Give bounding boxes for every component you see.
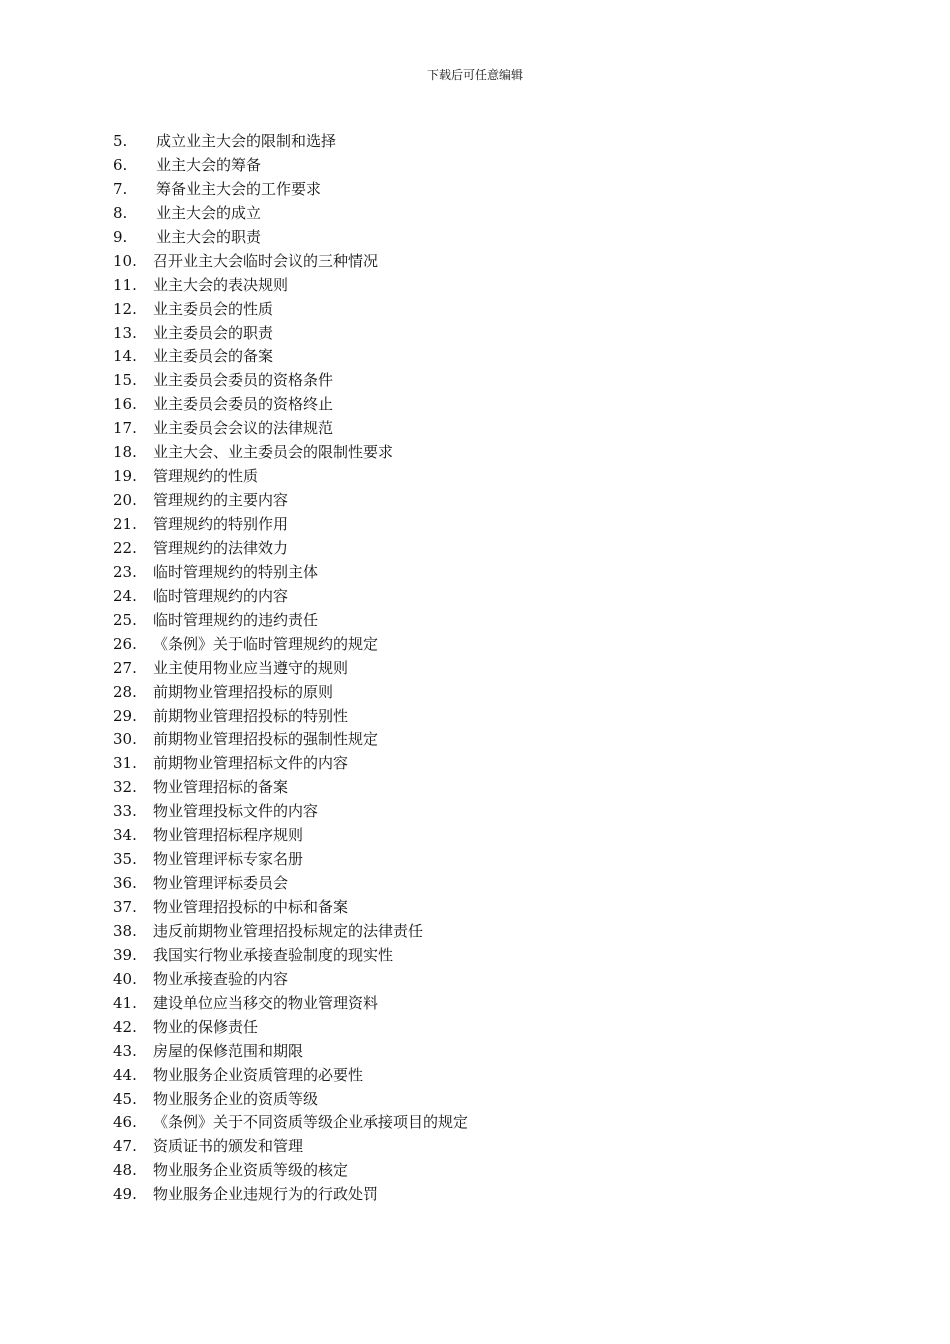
outline-item-number: 16. (113, 395, 137, 414)
outline-item-number: 18. (113, 443, 137, 462)
outline-item-text: 业主大会的表决规则 (153, 275, 289, 294)
outline-item (113, 298, 468, 322)
outline-item (113, 1111, 468, 1135)
outline-item (113, 1064, 468, 1088)
outline-item (113, 154, 468, 178)
outline-item-number: 8. (113, 203, 128, 222)
outline-item-number: 31. (113, 754, 137, 773)
outline-item (113, 1183, 468, 1207)
outline-item-number: 43. (113, 1041, 137, 1060)
outline-item (113, 561, 468, 585)
outline-item-number: 39. (113, 945, 137, 964)
outline-item-number: 30. (113, 730, 137, 749)
outline-item-text: 业主委员会委员的资格条件 (153, 371, 334, 390)
outline-item (113, 441, 468, 465)
outline-item-text: 管理规约的特别作用 (153, 515, 289, 533)
outline-item (113, 848, 468, 872)
outline-item (113, 872, 468, 896)
outline-item (113, 1159, 468, 1183)
outline-item-text: 物业管理评标专家名册 (153, 850, 304, 869)
outline-item-text: 物业管理招标的备案 (153, 778, 289, 797)
outline-item (113, 537, 468, 561)
outline-item-text: 建设单位应当移交的物业管理资料 (153, 993, 379, 1012)
outline-item-text: 前期物业管理招投标的强制性规定 (153, 730, 379, 749)
outline-item (113, 250, 468, 274)
outline-item-text: 违反前期物业管理招投标规定的法律责任 (153, 921, 424, 940)
outline-item (113, 728, 468, 752)
outline-item (113, 657, 468, 681)
outline-item-number: 46. (113, 1113, 137, 1132)
outline-item-number: 48. (113, 1161, 137, 1180)
outline-item-number: 13. (113, 323, 137, 342)
outline-item-number: 27. (113, 658, 137, 677)
outline-item-text: 《条例》关于不同资质等级企业承接项目的规定 (153, 1113, 469, 1132)
outline-item (113, 322, 468, 346)
outline-item-text: 成立业主大会的限制和选择 (156, 132, 337, 150)
outline-item-number: 34. (113, 826, 137, 845)
outline-item-number: 14. (113, 347, 137, 366)
outline-item-number: 15. (113, 371, 137, 390)
outline-item (113, 465, 468, 489)
outline-item-number: 33. (113, 802, 137, 821)
outline-item-text: 物业管理评标委员会 (153, 874, 289, 893)
outline-item-text: 业主委员会的备案 (153, 347, 274, 366)
outline-item-number: 45. (113, 1089, 137, 1108)
outline-item-text: 房屋的保修范围和期限 (153, 1041, 304, 1060)
outline-item (113, 345, 468, 369)
outline-item-number: 21. (113, 515, 137, 533)
outline-item-number: 17. (113, 419, 137, 438)
outline-item-text: 管理规约的法律效力 (153, 538, 289, 557)
outline-item-text: 召开业主大会临时会议的三种情况 (153, 251, 379, 270)
outline-item (113, 944, 468, 968)
outline-item-text: 业主委员会的性质 (153, 299, 274, 318)
outline-item (113, 609, 468, 633)
outline-item (113, 393, 468, 417)
outline-item-text: 业主大会的职责 (156, 227, 262, 246)
outline-item-number: 19. (113, 467, 137, 486)
outline-item-number: 9. (113, 227, 128, 246)
topic-outline-list (113, 130, 468, 1207)
outline-item-number: 25. (113, 610, 137, 629)
outline-item-number: 41. (113, 993, 137, 1012)
outline-item-number: 7. (113, 179, 128, 198)
outline-item (113, 896, 468, 920)
outline-item-text: 业主使用物业应当遵守的规则 (153, 658, 349, 677)
outline-item-text: 资质证书的颁发和管理 (153, 1137, 304, 1156)
outline-item-text: 前期物业管理招投标的原则 (153, 682, 334, 701)
outline-item (113, 1016, 468, 1040)
outline-item-number: 28. (113, 682, 137, 701)
outline-item-number: 23. (113, 562, 137, 581)
outline-item (113, 824, 468, 848)
outline-item (113, 178, 468, 202)
outline-item-number: 29. (113, 706, 137, 725)
outline-item-number: 37. (113, 898, 137, 916)
outline-item (113, 226, 468, 250)
outline-item-number: 11. (113, 275, 137, 294)
outline-item-text: 业主大会的成立 (156, 203, 262, 222)
outline-item (113, 513, 468, 537)
outline-item (113, 992, 468, 1016)
outline-item-number: 44. (113, 1065, 137, 1084)
outline-item (113, 585, 468, 609)
outline-item-text: 物业管理招投标的中标和备案 (153, 898, 349, 916)
outline-item (113, 633, 468, 657)
outline-item-text: 我国实行物业承接查验制度的现实性 (153, 945, 394, 964)
outline-item-text: 临时管理规约的特别主体 (153, 562, 319, 581)
outline-item-number: 38. (113, 921, 137, 940)
outline-item-number: 35. (113, 850, 137, 869)
outline-item-text: 物业管理投标文件的内容 (153, 802, 319, 821)
page-header-note: 下载后可任意编辑 (426, 68, 523, 82)
outline-item (113, 489, 468, 513)
outline-item-text: 业主大会的筹备 (156, 155, 262, 174)
outline-item (113, 920, 468, 944)
outline-item (113, 1088, 468, 1112)
outline-item-text: 《条例》关于临时管理规约的规定 (153, 634, 379, 653)
outline-item-text: 物业服务企业资质管理的必要性 (153, 1065, 364, 1084)
outline-item (113, 968, 468, 992)
outline-item-text: 筹备业主大会的工作要求 (156, 179, 322, 198)
outline-item-text: 业主委员会的职责 (153, 323, 274, 342)
outline-item (113, 202, 468, 226)
outline-item-number: 20. (113, 491, 137, 510)
outline-item (113, 1040, 468, 1064)
outline-item (113, 1135, 468, 1159)
outline-item-text: 临时管理规约的内容 (153, 586, 289, 605)
outline-item-text: 前期物业管理招标文件的内容 (153, 754, 349, 773)
outline-item-text: 物业承接查验的内容 (153, 969, 289, 988)
outline-item-text: 业主大会、业主委员会的限制性要求 (153, 443, 394, 462)
outline-item (113, 752, 468, 776)
outline-item-text: 物业服务企业的资质等级 (153, 1089, 319, 1108)
outline-item-text: 物业的保修责任 (153, 1017, 259, 1036)
outline-item (113, 417, 468, 441)
outline-item-number: 6. (113, 155, 128, 174)
outline-item-number: 47. (113, 1137, 137, 1156)
outline-item-number: 49. (113, 1185, 137, 1204)
outline-item-number: 12. (113, 299, 137, 318)
outline-item (113, 130, 468, 154)
outline-item-text: 业主委员会会议的法律规范 (153, 419, 334, 438)
outline-item-number: 26. (113, 634, 137, 653)
outline-item-number: 24. (113, 586, 137, 605)
outline-item-text: 前期物业管理招投标的特别性 (153, 706, 349, 725)
outline-item (113, 681, 468, 705)
outline-item-text: 管理规约的性质 (153, 467, 259, 486)
outline-item-number: 22. (113, 538, 137, 557)
outline-item-number: 5. (113, 132, 128, 150)
outline-item-number: 42. (113, 1017, 137, 1036)
outline-item-text: 物业服务企业违规行为的行政处罚 (153, 1185, 379, 1204)
outline-item-number: 40. (113, 969, 137, 988)
outline-item (113, 800, 468, 824)
outline-item-text: 物业管理招标程序规则 (153, 826, 304, 845)
outline-item-text: 物业服务企业资质等级的核定 (153, 1161, 349, 1180)
outline-item (113, 705, 468, 729)
outline-item-number: 10. (113, 251, 137, 270)
outline-item-number: 36. (113, 874, 137, 893)
outline-item (113, 776, 468, 800)
outline-item-number: 32. (113, 778, 137, 797)
outline-item-text: 管理规约的主要内容 (153, 491, 289, 510)
outline-item-text: 临时管理规约的违约责任 (153, 610, 319, 629)
outline-item (113, 274, 468, 298)
outline-item (113, 369, 468, 393)
outline-item-text: 业主委员会委员的资格终止 (153, 395, 334, 414)
